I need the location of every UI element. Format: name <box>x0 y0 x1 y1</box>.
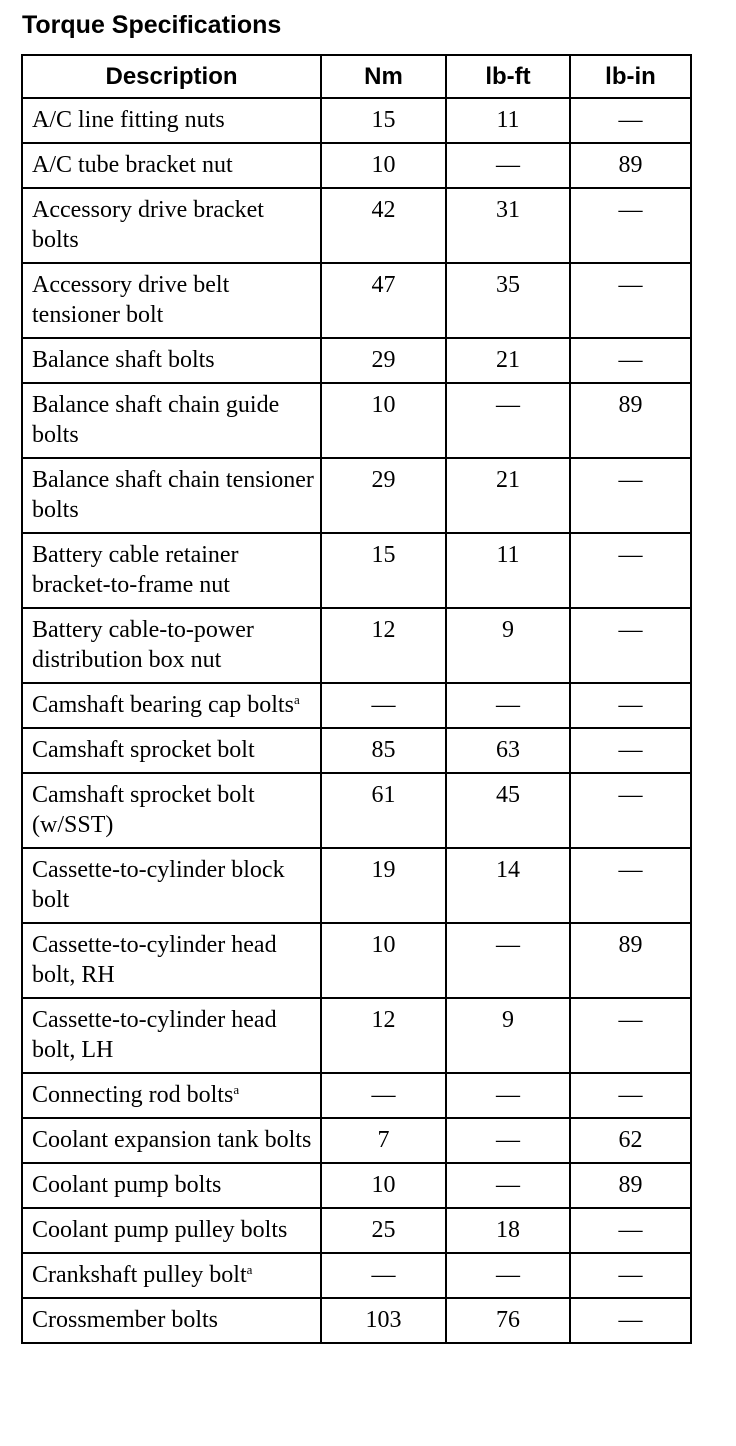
lbin-cell: — <box>570 458 691 533</box>
description-cell <box>22 533 321 608</box>
table-row <box>22 143 691 188</box>
description-text: Balance shaft chain tensioner bolts <box>32 467 314 523</box>
description-text: Battery cable retainer bracket-to-frame nut <box>32 542 239 598</box>
footnote-marker: a <box>246 1262 253 1277</box>
nm-cell: — <box>321 1253 446 1298</box>
table-row <box>22 98 691 143</box>
lbin-cell: 89 <box>570 1163 691 1208</box>
column-header-lbin: lb-in <box>570 55 691 98</box>
table-row <box>22 1073 691 1118</box>
lbin-cell: — <box>570 848 691 923</box>
lbft-cell: — <box>446 1073 570 1118</box>
description-cell <box>22 383 321 458</box>
lbft-cell: — <box>446 1253 570 1298</box>
lbft-cell: 35 <box>446 263 570 338</box>
lbft-cell: — <box>446 383 570 458</box>
nm-cell: 29 <box>321 458 446 533</box>
description-cell <box>22 143 321 188</box>
description-text: A/C tube bracket nut <box>32 152 233 178</box>
nm-cell: 19 <box>321 848 446 923</box>
lbft-cell: 14 <box>446 848 570 923</box>
nm-cell: 25 <box>321 1208 446 1253</box>
description-cell <box>22 848 321 923</box>
nm-cell: 10 <box>321 1163 446 1208</box>
table-row <box>22 1208 691 1253</box>
table-row <box>22 683 691 728</box>
lbin-cell: — <box>570 773 691 848</box>
lbin-cell: 89 <box>570 923 691 998</box>
table-row <box>22 998 691 1073</box>
lbft-cell: — <box>446 923 570 998</box>
description-text: Crankshaft pulley bolt <box>32 1262 247 1288</box>
nm-cell: 10 <box>321 383 446 458</box>
lbin-cell: — <box>570 338 691 383</box>
lbft-cell: 9 <box>446 608 570 683</box>
nm-cell: 10 <box>321 923 446 998</box>
description-cell <box>22 98 321 143</box>
lbft-cell: 21 <box>446 338 570 383</box>
description-text: Cassette-to-cylinder head bolt, RH <box>32 932 277 988</box>
lbft-cell: 21 <box>446 458 570 533</box>
nm-cell: 10 <box>321 143 446 188</box>
lbin-cell: 89 <box>570 143 691 188</box>
description-text: Crossmember bolts <box>32 1307 218 1333</box>
description-text: Coolant pump bolts <box>32 1172 222 1198</box>
description-cell <box>22 458 321 533</box>
lbft-cell: 9 <box>446 998 570 1073</box>
table-row <box>22 773 691 848</box>
header-row <box>22 55 691 98</box>
nm-cell: 61 <box>321 773 446 848</box>
lbft-cell: — <box>446 1163 570 1208</box>
lbin-cell: — <box>570 263 691 338</box>
lbin-cell: — <box>570 1253 691 1298</box>
lbin-cell: — <box>570 608 691 683</box>
description-text: Balance shaft chain guide bolts <box>32 392 280 448</box>
description-cell <box>22 1298 321 1343</box>
description-text: Cassette-to-cylinder block bolt <box>32 857 285 913</box>
description-text: Camshaft sprocket bolt (w/SST) <box>32 782 255 838</box>
nm-cell: 7 <box>321 1118 446 1163</box>
description-text: Camshaft bearing cap bolts <box>32 692 294 718</box>
lbin-cell: — <box>570 998 691 1073</box>
lbft-cell: 76 <box>446 1298 570 1343</box>
table-row <box>22 728 691 773</box>
lbin-cell: — <box>570 683 691 728</box>
table-row <box>22 1118 691 1163</box>
nm-cell: 15 <box>321 533 446 608</box>
description-text: Accessory drive bracket bolts <box>32 197 264 253</box>
description-cell <box>22 1118 321 1163</box>
description-cell <box>22 1208 321 1253</box>
description-cell <box>22 998 321 1073</box>
description-cell <box>22 1253 321 1298</box>
description-text: Battery cable-to-power distribution box nut <box>32 617 254 673</box>
nm-cell: 47 <box>321 263 446 338</box>
lbft-cell: 31 <box>446 188 570 263</box>
table-row <box>22 923 691 998</box>
lbft-cell: 63 <box>446 728 570 773</box>
lbin-cell: — <box>570 1073 691 1118</box>
lbin-cell: — <box>570 98 691 143</box>
description-text: Camshaft sprocket bolt <box>32 737 255 763</box>
column-header-lbft: lb-ft <box>446 55 570 98</box>
description-cell <box>22 683 321 728</box>
description-cell <box>22 263 321 338</box>
lbin-cell: — <box>570 1208 691 1253</box>
nm-cell: 103 <box>321 1298 446 1343</box>
footnote-marker: a <box>233 1082 240 1097</box>
table-header <box>22 55 691 98</box>
nm-cell: — <box>321 1073 446 1118</box>
table-row <box>22 263 691 338</box>
table-row <box>22 1163 691 1208</box>
table-row <box>22 338 691 383</box>
description-text: Cassette-to-cylinder head bolt, LH <box>32 1007 277 1063</box>
table-row <box>22 848 691 923</box>
nm-cell: — <box>321 683 446 728</box>
table-body <box>22 98 691 1343</box>
nm-cell: 85 <box>321 728 446 773</box>
lbft-cell: 45 <box>446 773 570 848</box>
lbin-cell: — <box>570 533 691 608</box>
column-header-nm: Nm <box>321 55 446 98</box>
lbin-cell: — <box>570 188 691 263</box>
description-text: Connecting rod bolts <box>32 1082 234 1108</box>
lbin-cell: — <box>570 1298 691 1343</box>
description-text: A/C line fitting nuts <box>32 107 225 133</box>
table-row <box>22 1298 691 1343</box>
description-cell <box>22 338 321 383</box>
nm-cell: 15 <box>321 98 446 143</box>
description-cell <box>22 923 321 998</box>
table-row <box>22 383 691 458</box>
nm-cell: 42 <box>321 188 446 263</box>
lbin-cell: 89 <box>570 383 691 458</box>
lbft-cell: — <box>446 143 570 188</box>
description-text: Coolant pump pulley bolts <box>32 1217 288 1243</box>
lbin-cell: 62 <box>570 1118 691 1163</box>
table-row <box>22 533 691 608</box>
lbft-cell: — <box>446 683 570 728</box>
nm-cell: 29 <box>321 338 446 383</box>
lbft-cell: 11 <box>446 533 570 608</box>
lbft-cell: 11 <box>446 98 570 143</box>
table-row <box>22 458 691 533</box>
description-cell <box>22 608 321 683</box>
description-cell <box>22 728 321 773</box>
lbft-cell: — <box>446 1118 570 1163</box>
description-cell <box>22 773 321 848</box>
lbft-cell: 18 <box>446 1208 570 1253</box>
description-text: Balance shaft bolts <box>32 347 215 373</box>
description-cell <box>22 188 321 263</box>
nm-cell: 12 <box>321 608 446 683</box>
table-row <box>22 188 691 263</box>
description-text: Coolant expansion tank bolts <box>32 1127 312 1153</box>
nm-cell: 12 <box>321 998 446 1073</box>
torque-spec-table <box>21 54 692 1344</box>
page-title: Torque Specifications <box>22 11 282 39</box>
description-text: Accessory drive belt tensioner bolt <box>32 272 230 328</box>
table-row <box>22 608 691 683</box>
description-cell <box>22 1163 321 1208</box>
lbin-cell: — <box>570 728 691 773</box>
table-row <box>22 1253 691 1298</box>
description-cell <box>22 1073 321 1118</box>
column-header-description: Description <box>22 55 321 98</box>
footnote-marker: a <box>293 692 300 707</box>
